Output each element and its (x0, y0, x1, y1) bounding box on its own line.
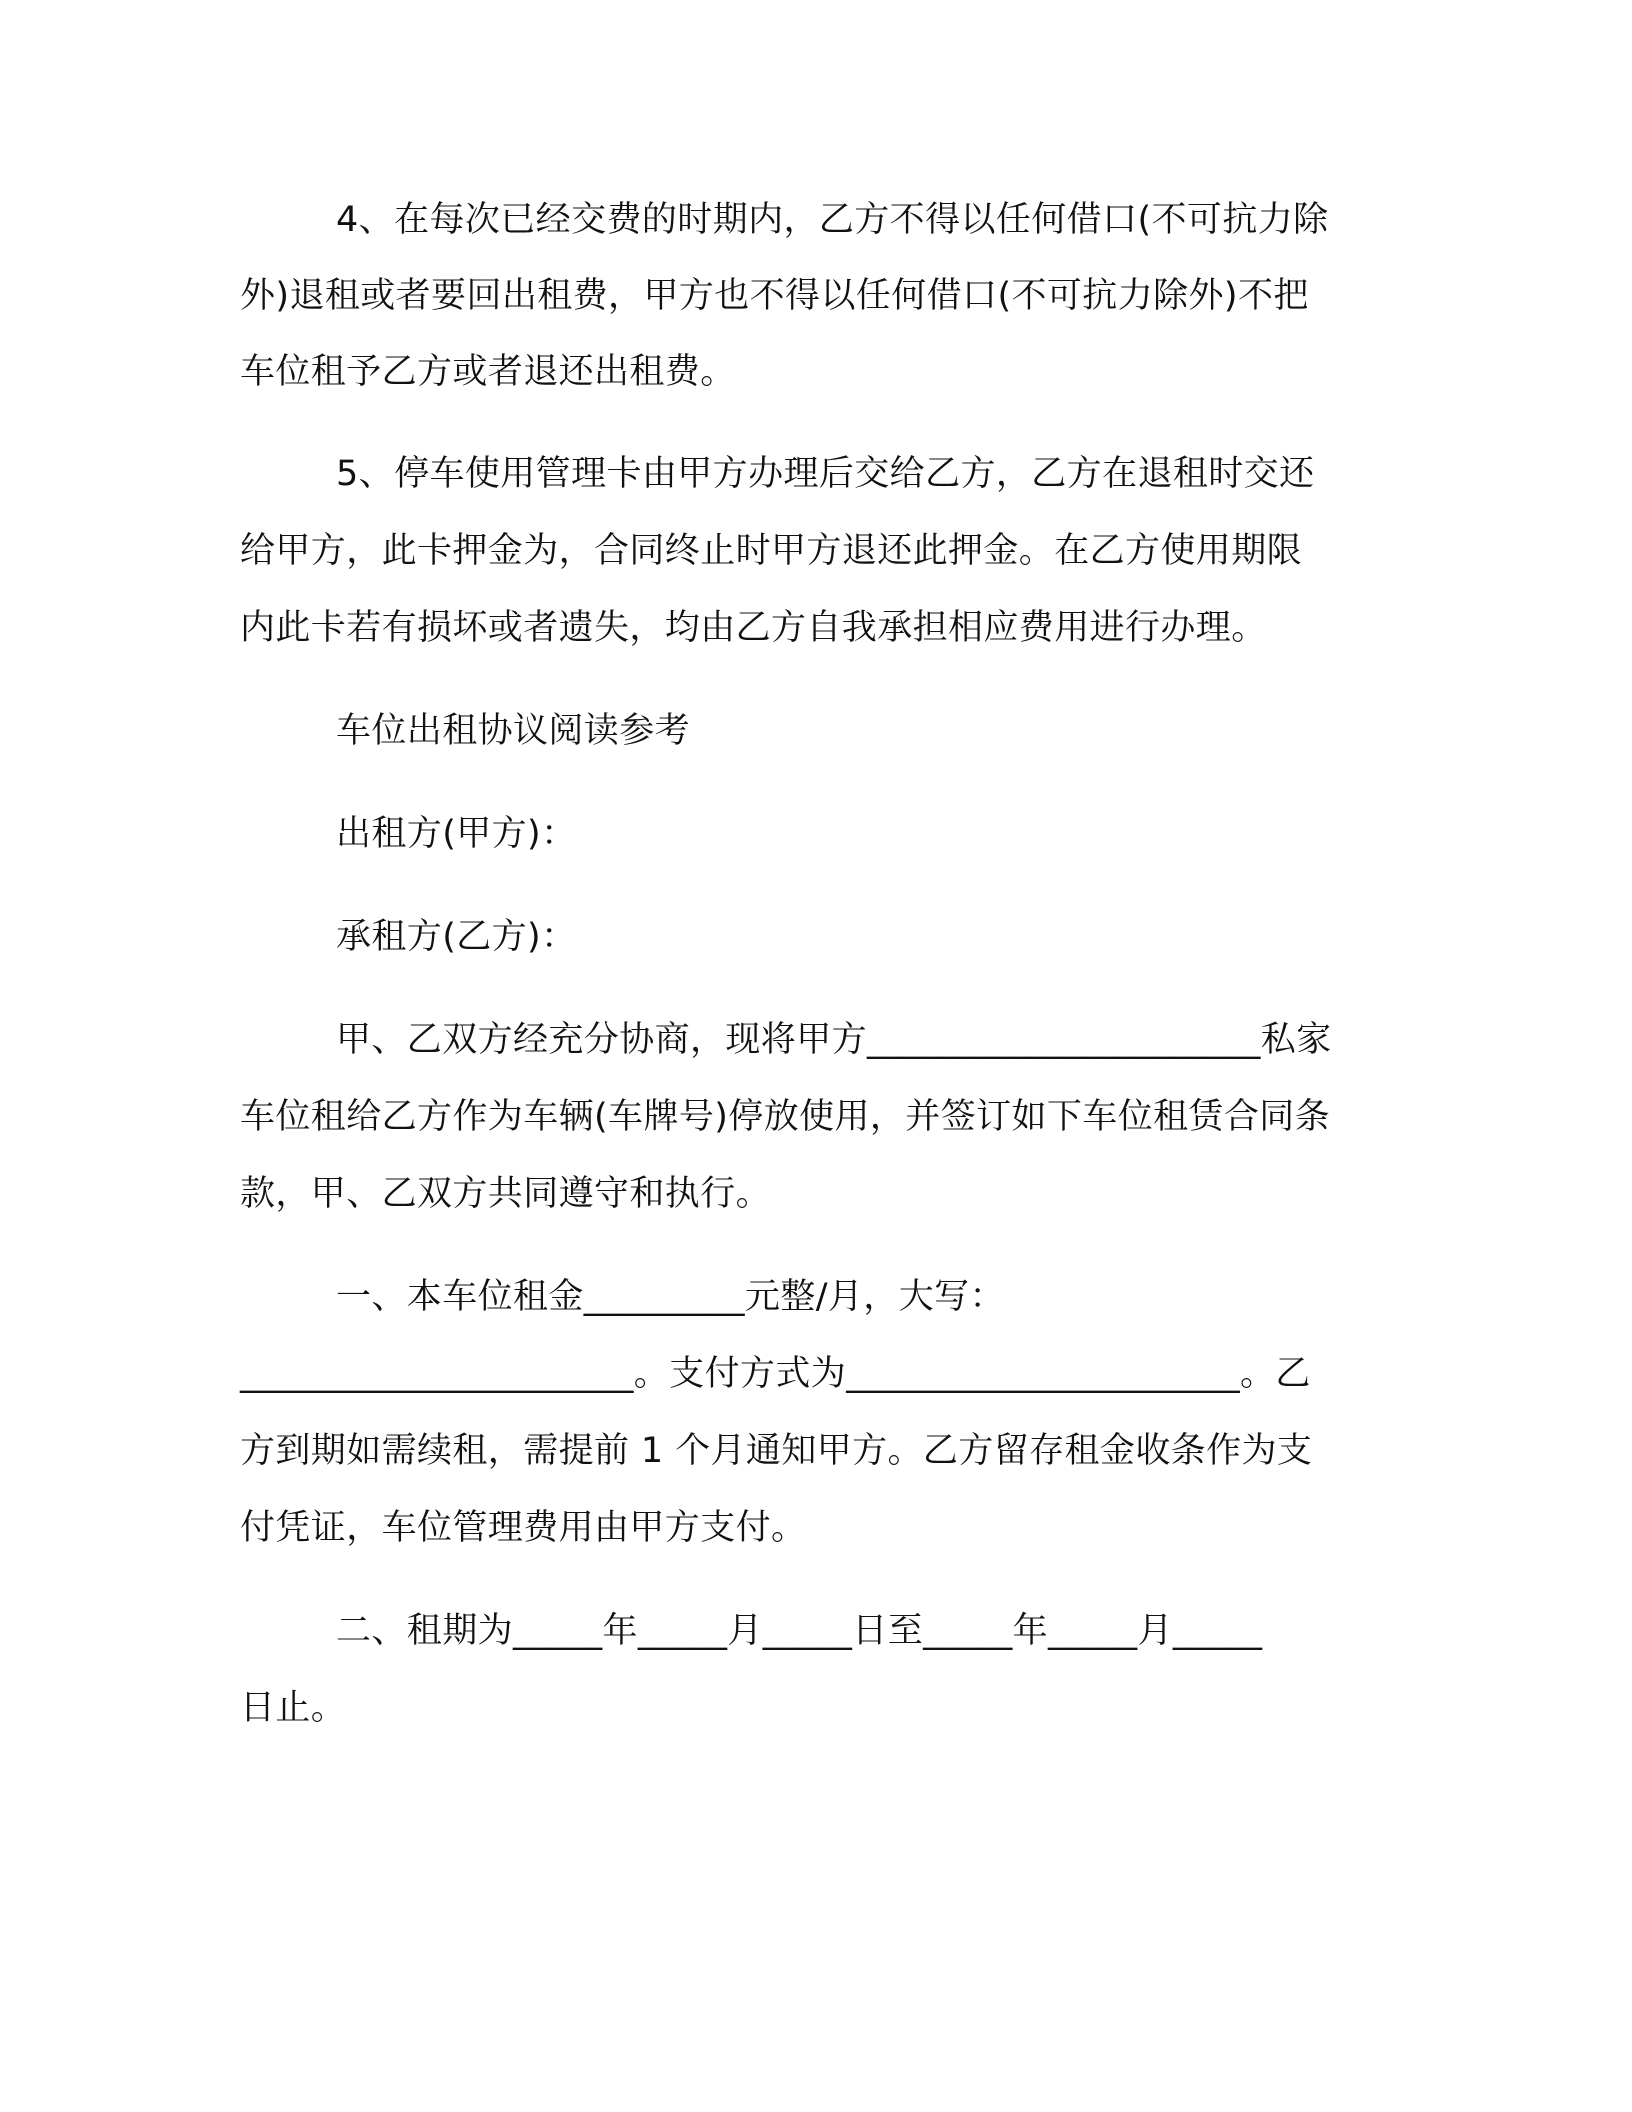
lessee-label: 承租方(乙方)： (336, 917, 577, 957)
intro-line-3: 款，甲、乙双方共同遵守和执行。 (240, 1174, 772, 1214)
article-1-line-1: 一、本车位租金_________元整/月，大写： (336, 1277, 1005, 1317)
intro-line-2: 车位租给乙方作为车辆(车牌号)停放使用，并签订如下车位租赁合同条 (240, 1097, 1331, 1137)
section-title: 车位出租协议阅读参考 (336, 711, 691, 751)
clause-4-line-2: 外)退租或者要回出租费，甲方也不得以任何借口(不可抗力除外)不把 (240, 276, 1309, 316)
clause-4-line-1: 4、在每次已经交费的时期内，乙方不得以任何借口(不可抗力除 (336, 200, 1329, 240)
article-2-line-1: 二、租期为_____年_____月_____日至_____年_____月_____ (336, 1611, 1263, 1651)
article-1-line-4: 付凭证，车位管理费用由甲方支付。 (240, 1508, 807, 1548)
intro-line-1: 甲、乙双方经充分协商，现将甲方______________________私家 (336, 1020, 1332, 1060)
article-1-line-2: ______________________。支付方式为______________________。乙 (240, 1354, 1311, 1394)
article-2-line-2: 日止。 (240, 1688, 347, 1728)
clause-5-line-3: 内此卡若有损坏或者遗失，均由乙方自我承担相应费用进行办理。 (240, 608, 1267, 648)
lessor-label: 出租方(甲方)： (336, 814, 577, 854)
clause-5-line-1: 5、停车使用管理卡由甲方办理后交给乙方，乙方在退租时交还 (336, 454, 1315, 494)
article-1-line-3: 方到期如需续租，需提前 1 个月通知甲方。乙方留存租金收条作为支 (240, 1431, 1313, 1471)
clause-4-line-3: 车位租予乙方或者退还出租费。 (240, 352, 736, 392)
clause-5-line-2: 给甲方，此卡押金为，合同终止时甲方退还此押金。在乙方使用期限 (240, 531, 1303, 571)
